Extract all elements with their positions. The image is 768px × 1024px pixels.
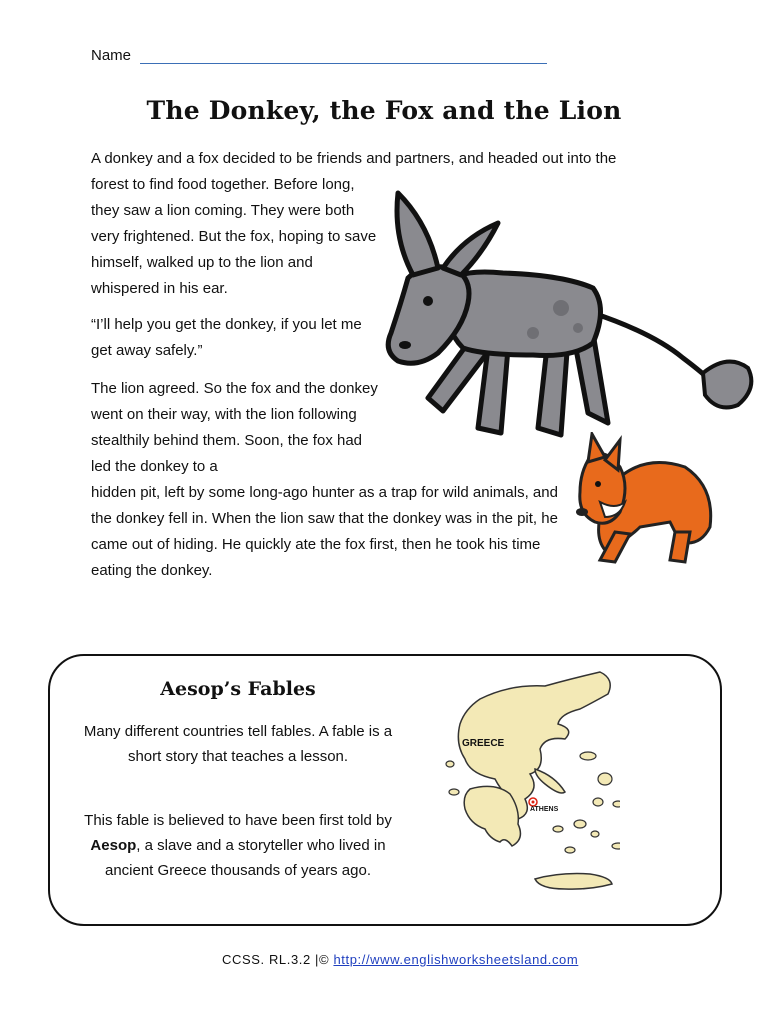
aesop-name: Aesop [90,837,137,854]
island [565,847,575,853]
donkey-head [388,267,469,363]
map-label-athens: ATHENS [530,806,559,813]
story-paragraph-2: “I’ll help you get the donkey, if you let me get away safely.” [91,316,362,359]
story-paragraph-3-continued: hidden pit, left by some long-ago hunter as a trap for wild animals, and the donkey fell in. When the lion saw that the donkey was in the pit, he came out of hiding. He quickly ate the fox first, then he took his time eating the donkey. [91,484,558,579]
island [598,773,612,785]
fox-eye [595,481,601,487]
island [613,801,620,807]
aesops-fables-paragraph-2-before: This fable is believed to have been first told by [84,812,392,829]
donkey-tail-tuft [703,362,751,408]
donkey-ear-right [443,223,498,275]
island [591,831,599,837]
island [612,843,620,849]
athens-marker-dot [532,801,535,804]
donkey-spot [553,300,569,316]
island [446,761,454,767]
island [574,820,586,828]
island [553,826,563,832]
fox-ear [588,434,605,462]
story-paragraph-3: The lion agreed. So the fox and the donkey went on their way, with the lion following stealthily behind them. Soon, the fox had led the donkey to a [91,380,378,475]
island [580,752,596,760]
footer-standard: CCSS. RL.3.2 |© [222,952,334,967]
donkey-spot [573,323,583,333]
fox-leg [670,532,690,562]
evia-island [535,769,565,793]
aesops-fables-paragraph-2 [78,808,398,883]
story-paragraph-1-rest: forest to find food together. Before long, they saw a lion coming. They were both very frightened. But the fox, hoping to save himself, walked up to the lion and whispered in his ear. [91,176,377,297]
aesops-fables-paragraph-1: Many different countries tell fables. A fable is a short story that teaches a lesson. [83,723,393,765]
aesops-fables-paragraph-2-after: , a slave and a storyteller who lived in ancient Greece thousands of years ago. [104,837,386,879]
crete-island [535,874,612,890]
aesops-fables-title: Aesop’s Fables [160,678,316,700]
fox-illustration [570,432,718,567]
name-label: Name [91,47,132,64]
donkey-nostril [399,341,411,349]
donkey-eye [423,296,433,306]
island [449,789,459,795]
map-label-greece: GREECE [462,738,505,749]
donkey-ear-left [397,193,438,275]
island [593,798,603,806]
footer [222,952,578,967]
donkey-illustration [383,183,758,453]
greece-map [440,664,620,899]
name-line[interactable] [140,63,547,64]
donkey-spot [527,327,539,339]
footer-link[interactable]: http://www.englishworksheetsland.com [333,952,579,967]
story-paragraph-1-line-1: A donkey and a fox decided to be friends and partners, and headed out into the [91,150,617,167]
donkey-tail [593,313,713,383]
fox-nose [576,508,588,516]
page-title: The Donkey, the Fox and the Lion [146,96,622,125]
